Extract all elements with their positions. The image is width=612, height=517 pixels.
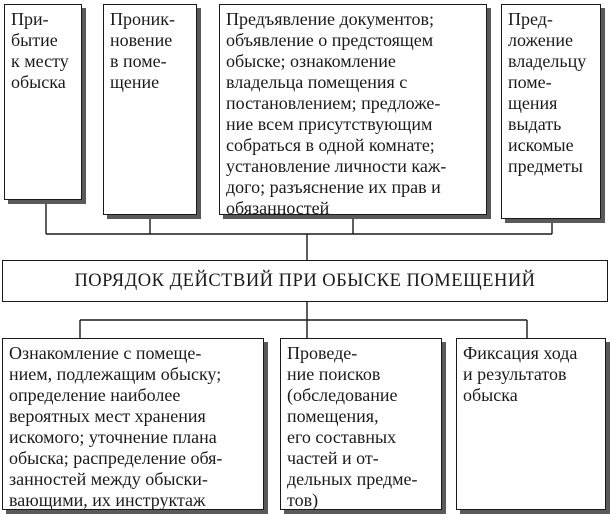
bottom-box-recording [456, 338, 606, 510]
bottom-box-search [280, 338, 442, 510]
top-box-arrival-text: При- бытие к месту обыска [11, 9, 69, 92]
top-box-offer [501, 4, 601, 219]
top-box-entry [103, 4, 197, 215]
bottom-box-familiarization [2, 338, 264, 510]
top-box-documents [219, 4, 487, 218]
bottom-box-search-text: Проведе- ние поисков (обследование помещения, его составных частей и от- дельных предме- тов) [287, 343, 418, 510]
bottom-box-recording-text: Фиксация хода и результатов обыска [463, 343, 578, 405]
top-box-arrival [4, 4, 82, 200]
center-title: ПОРЯДОК ДЕЙСТВИЙ ПРИ ОБЫСКЕ ПОМЕЩЕНИЙ [74, 270, 536, 291]
bottom-box-familiarization-text: Ознакомление с помеще- нием, подлежащим обыску; определение наиболее вероятных мест хранения искомого; уточнение плана обыска; распределение обя- занностей между обыски- вающими, их инструктаж [9, 343, 223, 510]
center-title-box [2, 260, 608, 302]
top-box-documents-text: Предъявление документов; объявление о предстоящем обыске; ознакомление владельца помещения с постановлением; предложе- ние всем присутствующим собраться в одной комнате; установление личности каж- дого; разъяснение их прав и обязанностей [226, 9, 447, 218]
top-box-offer-text: Пред- ложение владельцу поме- щения выдать искомые предметы [508, 9, 587, 176]
top-box-entry-text: Проник- новение в поме- щение [110, 9, 176, 92]
